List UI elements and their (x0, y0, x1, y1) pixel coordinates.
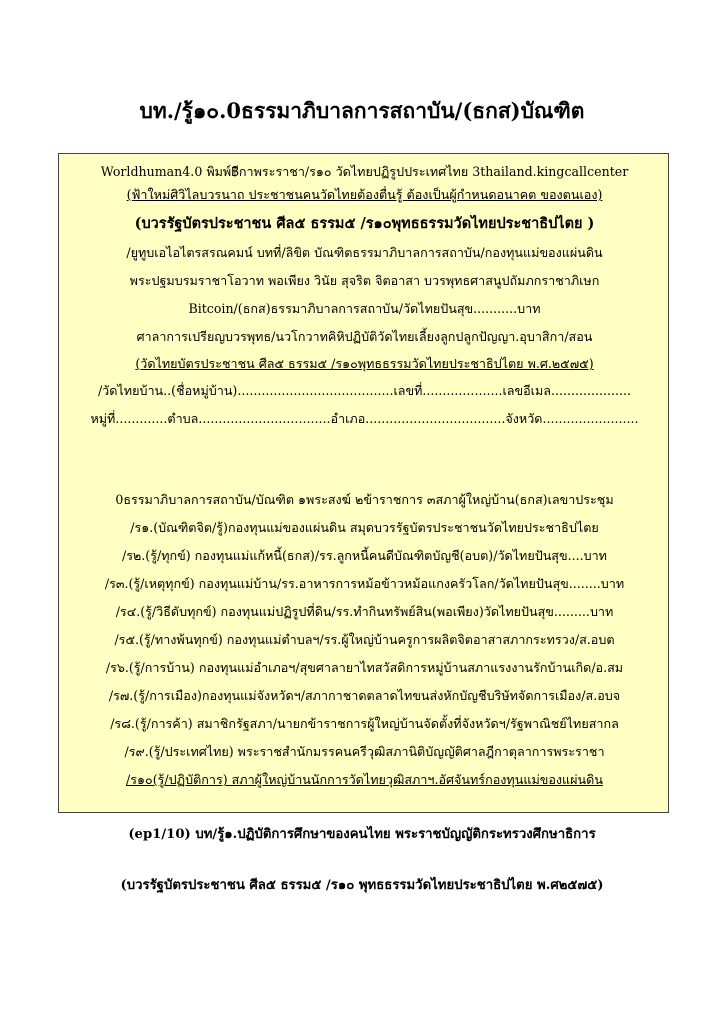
content-box (58, 153, 669, 813)
body-line-3: /ร๓.(รู้/เหตุทุกข์) กองทุนแม่บ้าน/รร.อาหารการหม้อข้าวหม้อแกงครัวโลก/วัดไทยปันสุข........บาท (104, 576, 625, 591)
body-line-0: 0ธรรมาภิบาลการสถาบัน/บัณฑิต ๑พระสงฆ์ ๒ข้าราชการ ๓สภาผู้ใหญ่บ้าน(ธกส)เลขาประชุม (115, 492, 614, 507)
body-line-2: /ร๒.(รู้/ทุกข์) กองทุนแม่แก้หนี้(ธกส)/รร.ลูกหนี้คนดีบัณฑิตบัญชี(อบต)/วัดไทยปันสุข....บาท (121, 548, 607, 563)
header-line-7: ศาลาการเปรียญบวรพุทธ/นวโกวาทคิหิปฏิบัติวัดไทยเลี้ยงลูกปลูกปัญญา.อุบาสิกา/สอน (136, 329, 593, 344)
body-line-5: /ร๕.(รู้/ทางพ้นทุกข์) กองทุนแม่ตำบลฯ/รร.ผู้ใหญ่บ้านครูการผลิตจิตอาสาสภากระทรวง/ส.อบต (114, 632, 615, 647)
header-line-8: (วัดไทยบัตรประชาชน ศีล๕ ธรรม๕ /ร๑๐พุทธธรรมวัดไทยประชาธิปไตย พ.ศ.๒๕๗๕) (135, 356, 594, 371)
body-line-4: /ร๔.(รู้/วิธีดับทุกข์) กองทุนแม่ปฏิรูปที่ดิน/รร.ทำกินทรัพย์สิน(พอเพียง)วัดไทยปันสุข.........บาท (115, 604, 614, 619)
footer-line-1: (ep1/10) บท/รู้๑.ปฏิบัติการศึกษาของคนไทย พระราชบัญญัติกระทรวงศึกษาธิการ (128, 827, 596, 842)
body-line-6: /ร๖.(รู้/การบ้าน) กองทุนแม่อำเภอฯ/สุขศาลายาไทสวัสดิการหมู่บ้านสภาแรงงานรักบ้านเกิด/อ.สม (105, 660, 624, 675)
header-line-2: (ฟ้าใหม่ศิวิไลบวรนาถ ประชาชนคนวัดไทยต้องตื่นรู้ ต้องเป็นผู้กำหนดอนาคต ของตนเอง) (126, 187, 603, 202)
header-line-3: (บวรรัฐบัตรประชาชน ศีล๕ ธรรม๕ /ร๑๐พุทธธรรมวัดไทยประชาธิปไตย ) (134, 215, 595, 232)
body-line-10: /ร๑๐(รู้/ปฏิบัติการ) สภาผู้ใหญ่บ้านนักการวัดไทยวุฒิสภาฯ.อัศจันทร์กองทุนแม่ของแผ่นดิน (126, 772, 603, 787)
header-line-5: พระปฐมบรมราชาโอวาท พอเพียง วินัย สุจริต จิตอาสา บวรพุทธศาสนูปถัมภกราชาภิเษก (129, 273, 600, 288)
body-line-1: /ร๑.(บัณฑิตจิต/รู้)กองทุนแม่ของแผ่นดิน สมุดบวรรัฐบัตรประชาชนวัดไทยประชาธิปไตย (130, 520, 599, 535)
body-line-7: /ร๗.(รู้/การเมือง)กองทุนแม่จังหวัดฯ/สภากาชาดตลาดไทขนส่งหักบัญชีบริษัทจัดการเมือง/ส.อบจ (108, 688, 621, 703)
footer-line-2: (บวรรัฐบัตรประชาชน ศีล๕ ธรรม๕ /ร๑๐ พุทธธรรมวัดไทยประชาธิปไตย พ.ศ๒๕๗๕) (120, 878, 604, 893)
address-field-line: หมู่ที่.............ตำบล.................................อำเภอ...................................จังหวัด........................ (90, 411, 639, 426)
body-line-9: /ร๙.(รู้/ประเทศไทย) พระราชสำนักมรรคนครีวุฒิสภานิติบัญญัติศาลฎีกาตุลาการพระราชา (124, 744, 605, 759)
village-field-line: /วัดไทยบ้าน..(ชื่อหมู่บ้าน).......................................เลขที่....................เลขอีเมล.................... (97, 383, 632, 398)
header-line-4: /ยูทูบเอไอไตรสรณคมน์ บทที่/ลิขิต บัณฑิตธรรมาภิบาลการสถาบัน/กองทุนแม่ของแผ่นดิน (126, 245, 603, 260)
body-line-8: /ร๘.(รู้/การค้า) สมาชิกรัฐสภา/นายกข้าราชการผู้ใหญ่บ้านจัดตั้งที่จังหวัดฯ/รัฐพาณิชย์ไทยสากล (110, 716, 619, 731)
header-line-6: Bitcoin/(ธกส)ธรรมาภิบาลการสถาบัน/วัดไทยปันสุข...........บาท (188, 301, 541, 316)
page-title: บท./รู้๑๐.0ธรรมาภิบาลการสถาบัน/(ธกส)บัณฑิต (139, 98, 585, 123)
header-line-1: Worldhuman4.0 พิมพ์฿ีกาพระราชา/ร๑๐ วัดไทยปฏิรูปประเทศไทย 3thailand.kingcallcenter (100, 164, 629, 179)
